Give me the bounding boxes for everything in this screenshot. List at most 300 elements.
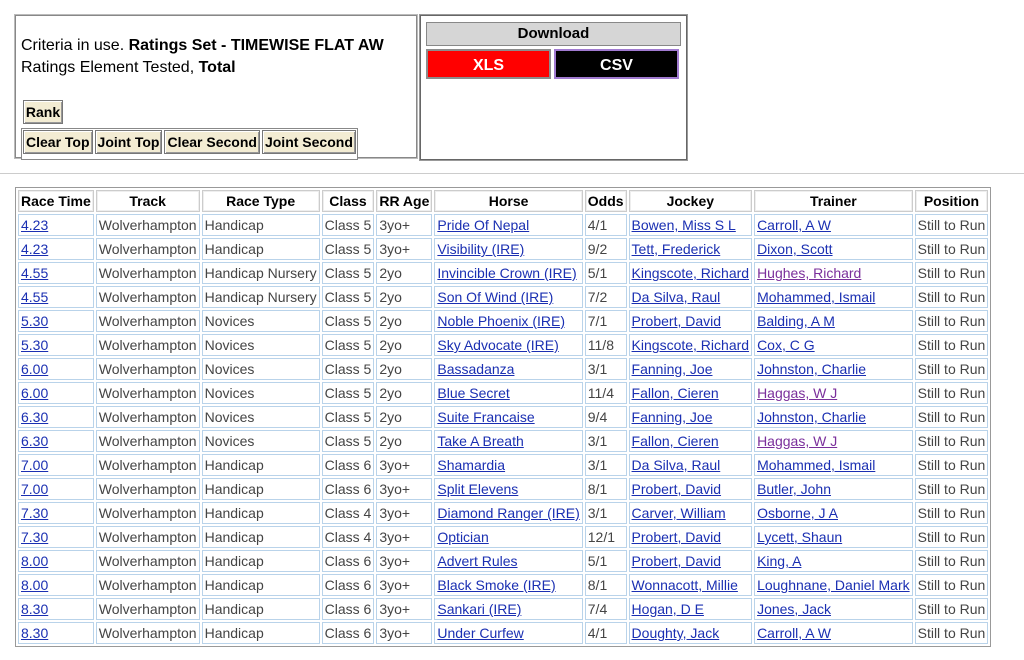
cell-horse (434, 382, 582, 404)
cell-jockey (629, 622, 753, 644)
cell-rr-age: 3yo+ (376, 526, 432, 548)
trainer-link[interactable]: Carroll, A W (757, 217, 831, 233)
header-rr-age[interactable]: RR Age (376, 190, 432, 212)
cell-trainer (754, 454, 913, 476)
cell-class: Class 6 (322, 598, 375, 620)
jockey-link[interactable]: Carver, William (631, 505, 726, 521)
horse-link[interactable]: Visibility (IRE) (437, 241, 525, 257)
horse-link[interactable]: Take A Breath (437, 433, 524, 449)
cell-race-time (18, 214, 94, 236)
horse-link[interactable]: Shamardia (437, 457, 506, 473)
clear-second-button[interactable]: Clear Second (164, 130, 259, 154)
cell-jockey (629, 286, 753, 308)
cell-odds: 11/4 (585, 382, 627, 404)
trainer-link[interactable]: Jones, Jack (757, 601, 831, 617)
cell-race-type: Handicap (202, 550, 320, 572)
cell-class: Class 5 (322, 406, 375, 428)
trainer-link[interactable]: Mohammed, Ismail (757, 457, 876, 473)
cell-horse (434, 334, 582, 356)
cell-class: Class 6 (322, 454, 375, 476)
cell-position: Still to Run (915, 622, 989, 644)
cell-race-type: Handicap (202, 598, 320, 620)
cell-race-time (18, 406, 94, 428)
race-time-link[interactable]: 7.30 (21, 505, 49, 521)
jockey-link[interactable]: Doughty, Jack (631, 625, 720, 641)
cell-race-type: Novices (202, 310, 320, 332)
cell-trainer (754, 406, 913, 428)
cell-position: Still to Run (915, 430, 989, 452)
jockey-link[interactable]: Fallon, Cieren (631, 433, 719, 449)
cell-track: Wolverhampton (96, 526, 200, 548)
cell-rr-age: 3yo+ (376, 214, 432, 236)
cell-trainer (754, 286, 913, 308)
cell-jockey (629, 310, 753, 332)
cell-horse (434, 310, 582, 332)
cell-position: Still to Run (915, 286, 989, 308)
cell-odds: 7/2 (585, 286, 627, 308)
jockey-link[interactable]: Probert, David (631, 529, 722, 545)
cell-odds: 4/1 (585, 622, 627, 644)
cell-track: Wolverhampton (96, 286, 200, 308)
cell-jockey (629, 334, 753, 356)
cell-race-time (18, 358, 94, 380)
cell-horse (434, 214, 582, 236)
race-time-link[interactable]: 8.30 (21, 625, 49, 641)
cell-race-type: Novices (202, 358, 320, 380)
criteria-ratings-element (21, 59, 236, 77)
cell-class: Class 5 (322, 238, 375, 260)
cell-trainer (754, 550, 913, 572)
race-time-link[interactable]: 7.00 (21, 457, 49, 473)
race-time-link[interactable]: 8.00 (21, 553, 49, 569)
cell-horse (434, 262, 582, 284)
race-time-link[interactable]: 4.55 (21, 289, 49, 305)
horse-link[interactable]: Advert Rules (437, 553, 518, 569)
header-horse[interactable]: Horse (434, 190, 582, 212)
cell-trainer (754, 478, 913, 500)
cell-race-time (18, 430, 94, 452)
cell-jockey (629, 358, 753, 380)
trainer-link[interactable]: Hughes, Richard (757, 265, 862, 281)
trainer-link[interactable]: Dixon, Scott (757, 241, 833, 257)
header-race-type[interactable]: Race Type (202, 190, 320, 212)
joint-second-button[interactable]: Joint Second (262, 130, 356, 154)
cell-race-time (18, 454, 94, 476)
cell-position: Still to Run (915, 478, 989, 500)
cell-rr-age: 2yo (376, 334, 432, 356)
trainer-link[interactable]: Mohammed, Ismail (757, 289, 876, 305)
cell-track: Wolverhampton (96, 238, 200, 260)
cell-odds: 9/2 (585, 238, 627, 260)
cell-position: Still to Run (915, 382, 989, 404)
cell-horse (434, 430, 582, 452)
cell-jockey (629, 214, 753, 236)
cell-track: Wolverhampton (96, 550, 200, 572)
cell-horse (434, 622, 582, 644)
cell-position: Still to Run (915, 262, 989, 284)
trainer-link[interactable]: Johnston, Charlie (757, 409, 867, 425)
cell-odds: 9/4 (585, 406, 627, 428)
jockey-link[interactable]: Kingscote, Richard (631, 337, 750, 353)
cell-class: Class 5 (322, 310, 375, 332)
trainer-link[interactable]: Johnston, Charlie (757, 361, 867, 377)
cell-position: Still to Run (915, 550, 989, 572)
cell-horse (434, 358, 582, 380)
header-jockey[interactable]: Jockey (629, 190, 753, 212)
table-row (18, 526, 988, 548)
cell-jockey (629, 406, 753, 428)
cell-class: Class 5 (322, 382, 375, 404)
cell-trainer (754, 574, 913, 596)
horse-link[interactable]: Sankari (IRE) (437, 601, 522, 617)
cell-rr-age: 3yo+ (376, 550, 432, 572)
cell-trainer (754, 334, 913, 356)
cell-jockey (629, 550, 753, 572)
cell-track: Wolverhampton (96, 382, 200, 404)
cell-position: Still to Run (915, 406, 989, 428)
cell-class: Class 5 (322, 430, 375, 452)
cell-position: Still to Run (915, 214, 989, 236)
horse-link[interactable]: Diamond Ranger (IRE) (437, 505, 580, 521)
cell-race-type: Handicap (202, 526, 320, 548)
trainer-link[interactable]: Balding, A M (757, 313, 835, 329)
race-time-link[interactable]: 6.00 (21, 361, 49, 377)
cell-race-time (18, 598, 94, 620)
header-odds[interactable]: Odds (585, 190, 627, 212)
jockey-link[interactable]: Fanning, Joe (631, 361, 713, 377)
cell-rr-age: 2yo (376, 358, 432, 380)
cell-horse (434, 598, 582, 620)
cell-rr-age: 2yo (376, 382, 432, 404)
table-row (18, 598, 988, 620)
cell-jockey (629, 526, 753, 548)
cell-class: Class 5 (322, 358, 375, 380)
criteria-ratings-set (21, 37, 384, 55)
section-divider (0, 173, 1024, 174)
cell-race-type: Handicap (202, 478, 320, 500)
trainer-link[interactable]: Cox, C G (757, 337, 815, 353)
jockey-link[interactable]: Bowen, Miss S L (631, 217, 736, 233)
cell-race-type: Handicap (202, 238, 320, 260)
cell-jockey (629, 598, 753, 620)
cell-class: Class 5 (322, 286, 375, 308)
jockey-link[interactable]: Hogan, D E (631, 601, 704, 617)
horse-link[interactable]: Invincible Crown (IRE) (437, 265, 577, 281)
cell-rr-age: 3yo+ (376, 598, 432, 620)
cell-race-type: Novices (202, 382, 320, 404)
table-row (18, 214, 988, 236)
race-time-link[interactable]: 5.30 (21, 313, 49, 329)
cell-trainer (754, 262, 913, 284)
table-row (18, 478, 988, 500)
cell-jockey (629, 454, 753, 476)
cell-odds: 5/1 (585, 262, 627, 284)
table-row (18, 238, 988, 260)
table-row (18, 310, 988, 332)
cell-rr-age: 3yo+ (376, 238, 432, 260)
cell-position: Still to Run (915, 598, 989, 620)
table-row (18, 550, 988, 572)
cell-track: Wolverhampton (96, 574, 200, 596)
cell-odds: 12/1 (585, 526, 627, 548)
cell-class: Class 6 (322, 574, 375, 596)
cell-class: Class 5 (322, 262, 375, 284)
cell-track: Wolverhampton (96, 358, 200, 380)
cell-position: Still to Run (915, 526, 989, 548)
cell-track: Wolverhampton (96, 598, 200, 620)
race-time-link[interactable]: 8.30 (21, 601, 49, 617)
cell-horse (434, 550, 582, 572)
race-time-link[interactable]: 8.00 (21, 577, 49, 593)
ratings-element-label: Ratings Element Tested, (21, 59, 199, 76)
cell-class: Class 5 (322, 214, 375, 236)
race-time-link[interactable]: 6.00 (21, 385, 49, 401)
cell-race-type: Handicap (202, 454, 320, 476)
header-track[interactable]: Track (96, 190, 200, 212)
cell-race-time (18, 622, 94, 644)
trainer-link[interactable]: Lycett, Shaun (757, 529, 843, 545)
cell-race-time (18, 310, 94, 332)
jockey-link[interactable]: Da Silva, Raul (631, 457, 721, 473)
cell-race-type: Handicap (202, 574, 320, 596)
cell-odds: 5/1 (585, 550, 627, 572)
cell-trainer (754, 526, 913, 548)
download-panel (419, 14, 688, 161)
cell-odds: 8/1 (585, 574, 627, 596)
cell-jockey (629, 502, 753, 524)
jockey-link[interactable]: Wonnacott, Millie (631, 577, 738, 593)
cell-track: Wolverhampton (96, 478, 200, 500)
cell-track: Wolverhampton (96, 262, 200, 284)
horse-link[interactable]: Noble Phoenix (IRE) (437, 313, 565, 329)
table-row (18, 454, 988, 476)
horse-link[interactable]: Suite Francaise (437, 409, 535, 425)
cell-class: Class 6 (322, 550, 375, 572)
cell-rr-age: 2yo (376, 262, 432, 284)
cell-position: Still to Run (915, 454, 989, 476)
horse-link[interactable]: Split Elevens (437, 481, 519, 497)
jockey-link[interactable]: Da Silva, Raul (631, 289, 721, 305)
cell-race-type: Handicap Nursery (202, 262, 320, 284)
cell-odds: 7/1 (585, 310, 627, 332)
header-class[interactable]: Class (322, 190, 375, 212)
cell-track: Wolverhampton (96, 406, 200, 428)
horse-link[interactable]: Pride Of Nepal (437, 217, 530, 233)
race-time-link[interactable]: 5.30 (21, 337, 49, 353)
cell-trainer (754, 310, 913, 332)
cell-trainer (754, 622, 913, 644)
cell-odds: 3/1 (585, 502, 627, 524)
cell-class: Class 6 (322, 622, 375, 644)
cell-jockey (629, 238, 753, 260)
cell-rr-age: 2yo (376, 406, 432, 428)
trainer-link[interactable]: Osborne, J A (757, 505, 838, 521)
cell-class: Class 4 (322, 502, 375, 524)
cell-odds: 3/1 (585, 454, 627, 476)
cell-race-type: Novices (202, 334, 320, 356)
cell-track: Wolverhampton (96, 334, 200, 356)
cell-horse (434, 406, 582, 428)
race-time-link[interactable]: 4.23 (21, 217, 49, 233)
cell-horse (434, 574, 582, 596)
cell-race-time (18, 526, 94, 548)
cell-odds: 8/1 (585, 478, 627, 500)
cell-odds: 3/1 (585, 430, 627, 452)
table-row (18, 406, 988, 428)
race-time-link[interactable]: 6.30 (21, 409, 49, 425)
cell-rr-age: 3yo+ (376, 574, 432, 596)
horse-link[interactable]: Son Of Wind (IRE) (437, 289, 554, 305)
cell-jockey (629, 382, 753, 404)
cell-race-time (18, 574, 94, 596)
cell-rr-age: 3yo+ (376, 478, 432, 500)
cell-trainer (754, 358, 913, 380)
rank-button[interactable]: Rank (23, 100, 63, 124)
cell-race-time (18, 382, 94, 404)
cell-jockey (629, 262, 753, 284)
table-row (18, 382, 988, 404)
race-time-link[interactable]: 4.55 (21, 265, 49, 281)
cell-odds: 4/1 (585, 214, 627, 236)
results-table (15, 187, 991, 647)
ratings-element-value: Total (198, 59, 236, 76)
cell-track: Wolverhampton (96, 310, 200, 332)
cell-track: Wolverhampton (96, 430, 200, 452)
header-position[interactable]: Position (915, 190, 989, 212)
horse-link[interactable]: Sky Advocate (IRE) (437, 337, 559, 353)
cell-race-time (18, 334, 94, 356)
cell-position: Still to Run (915, 238, 989, 260)
cell-trainer (754, 214, 913, 236)
jockey-link[interactable]: Probert, David (631, 481, 722, 497)
cell-horse (434, 454, 582, 476)
race-time-link[interactable]: 4.23 (21, 241, 49, 257)
cell-race-type: Novices (202, 430, 320, 452)
cell-position: Still to Run (915, 310, 989, 332)
trainer-link[interactable]: Haggas, W J (757, 385, 838, 401)
table-row (18, 262, 988, 284)
table-row (18, 622, 988, 644)
cell-track: Wolverhampton (96, 622, 200, 644)
horse-link[interactable]: Under Curfew (437, 625, 524, 641)
cell-race-time (18, 262, 94, 284)
cell-horse (434, 526, 582, 548)
race-time-link[interactable]: 7.30 (21, 529, 49, 545)
cell-horse (434, 478, 582, 500)
cell-jockey (629, 430, 753, 452)
download-csv-button[interactable]: CSV (554, 49, 679, 79)
cell-track: Wolverhampton (96, 502, 200, 524)
clear-top-button[interactable]: Clear Top (23, 130, 93, 154)
cell-race-type: Handicap Nursery (202, 286, 320, 308)
trainer-link[interactable]: King, A (757, 553, 802, 569)
table-row (18, 574, 988, 596)
cell-rr-age: 2yo (376, 430, 432, 452)
table-header-row (18, 190, 988, 212)
cell-trainer (754, 238, 913, 260)
cell-class: Class 6 (322, 478, 375, 500)
jockey-link[interactable]: Fallon, Cieren (631, 385, 719, 401)
cell-race-type: Handicap (202, 502, 320, 524)
download-xls-button[interactable]: XLS (426, 49, 551, 79)
jockey-link[interactable]: Probert, David (631, 553, 722, 569)
jockey-link[interactable]: Fanning, Joe (631, 409, 713, 425)
ratings-set-value: Ratings Set - TIMEWISE FLAT AW (128, 37, 384, 54)
cell-track: Wolverhampton (96, 454, 200, 476)
cell-race-time (18, 238, 94, 260)
position-filter-buttons (21, 128, 358, 160)
cell-position: Still to Run (915, 334, 989, 356)
download-title: Download (426, 22, 681, 46)
race-time-link[interactable]: 7.00 (21, 481, 49, 497)
cell-horse (434, 502, 582, 524)
cell-jockey (629, 574, 753, 596)
cell-track: Wolverhampton (96, 214, 200, 236)
horse-link[interactable]: Blue Secret (437, 385, 510, 401)
criteria-label: Criteria in use. (21, 37, 129, 54)
cell-class: Class 5 (322, 334, 375, 356)
cell-odds: 7/4 (585, 598, 627, 620)
cell-position: Still to Run (915, 574, 989, 596)
trainer-link[interactable]: Carroll, A W (757, 625, 831, 641)
jockey-link[interactable]: Probert, David (631, 313, 722, 329)
horse-link[interactable]: Bassadanza (437, 361, 515, 377)
trainer-link[interactable]: Haggas, W J (757, 433, 838, 449)
jockey-link[interactable]: Kingscote, Richard (631, 265, 750, 281)
header-trainer[interactable]: Trainer (754, 190, 913, 212)
table-row (18, 286, 988, 308)
cell-race-time (18, 478, 94, 500)
jockey-link[interactable]: Tett, Frederick (631, 241, 721, 257)
cell-rr-age: 3yo+ (376, 454, 432, 476)
table-row (18, 358, 988, 380)
trainer-link[interactable]: Butler, John (757, 481, 831, 497)
table-row (18, 334, 988, 356)
horse-link[interactable]: Black Smoke (IRE) (437, 577, 556, 593)
table-row (18, 430, 988, 452)
cell-trainer (754, 430, 913, 452)
cell-jockey (629, 478, 753, 500)
cell-rr-age: 2yo (376, 286, 432, 308)
cell-horse (434, 286, 582, 308)
cell-trainer (754, 382, 913, 404)
cell-trainer (754, 598, 913, 620)
table-body (18, 214, 988, 644)
cell-position: Still to Run (915, 502, 989, 524)
cell-position: Still to Run (915, 358, 989, 380)
cell-odds: 11/8 (585, 334, 627, 356)
cell-race-time (18, 550, 94, 572)
cell-race-time (18, 286, 94, 308)
cell-race-type: Novices (202, 406, 320, 428)
cell-race-type: Handicap (202, 214, 320, 236)
cell-rr-age: 3yo+ (376, 502, 432, 524)
criteria-panel (14, 14, 418, 159)
cell-race-type: Handicap (202, 622, 320, 644)
table-row (18, 502, 988, 524)
horse-link[interactable]: Optician (437, 529, 489, 545)
cell-trainer (754, 502, 913, 524)
cell-race-time (18, 502, 94, 524)
cell-horse (434, 238, 582, 260)
race-time-link[interactable]: 6.30 (21, 433, 49, 449)
trainer-link[interactable]: Loughnane, Daniel Mark (757, 577, 910, 593)
header-race-time[interactable]: Race Time (18, 190, 94, 212)
cell-rr-age: 2yo (376, 310, 432, 332)
joint-top-button[interactable]: Joint Top (95, 130, 163, 154)
cell-class: Class 4 (322, 526, 375, 548)
cell-rr-age: 3yo+ (376, 622, 432, 644)
